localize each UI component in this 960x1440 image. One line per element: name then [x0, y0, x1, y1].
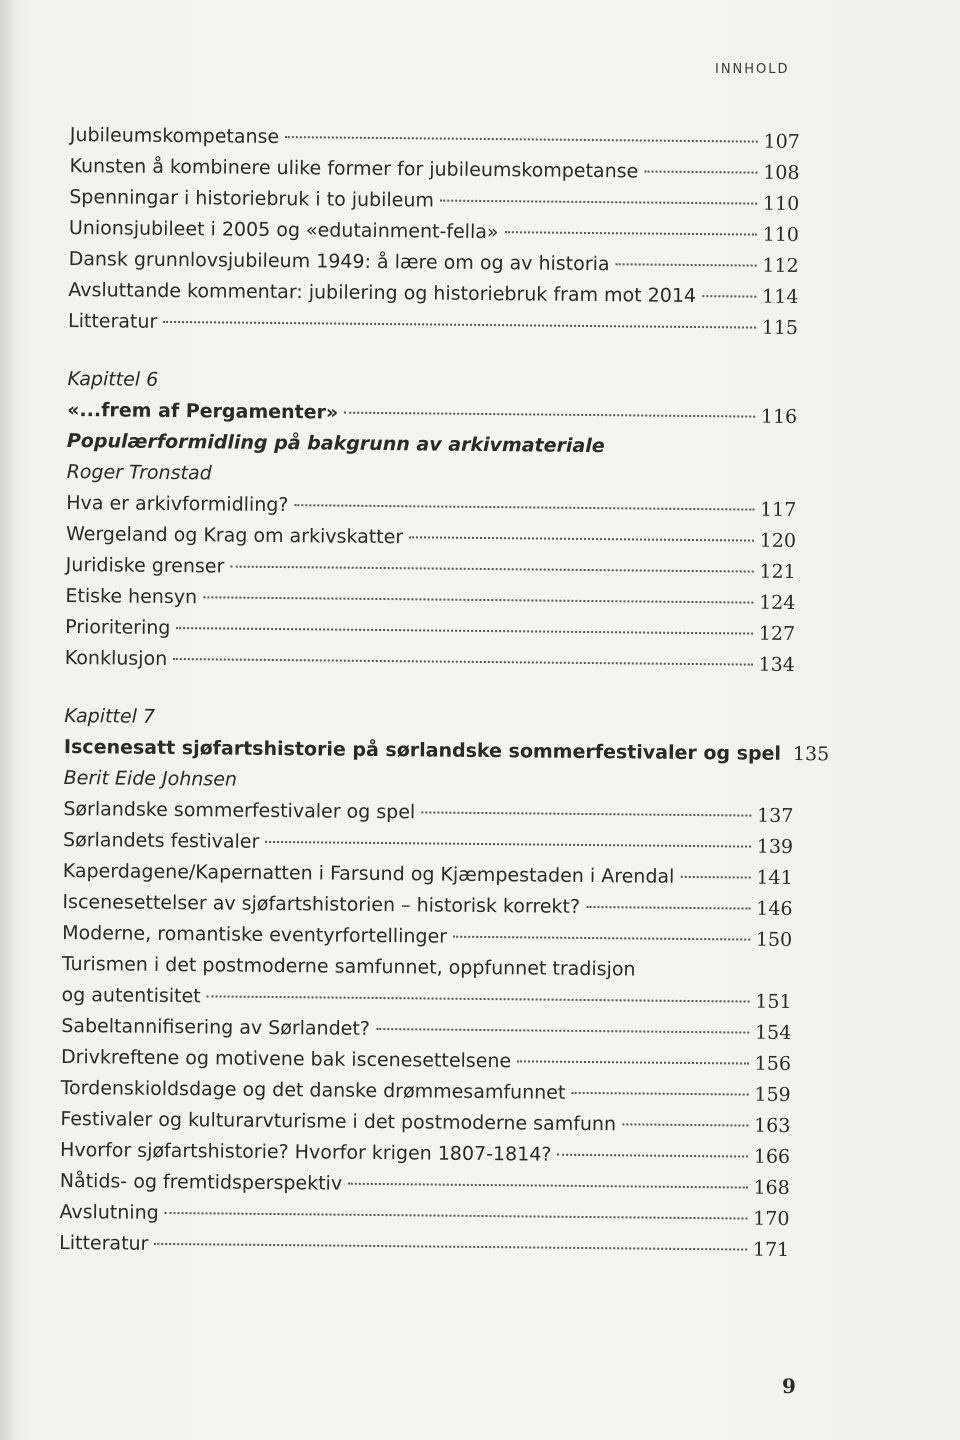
toc-entry: Unionsjubileet i 2005 og «edutainment-fella» 110 [68, 216, 800, 247]
toc-section-top [68, 120, 800, 344]
toc-entry: Etiske hensyn 124 [65, 584, 796, 614]
toc-entry: Iscenesettelser av sjøfartshistorien – historisk korrekt? 146 [62, 890, 793, 920]
chapter-author: Berit Eide Johnsen [63, 766, 238, 791]
toc-entry: Juridiske grenser 121 [65, 553, 796, 583]
toc-entry: Jubileumskompetanse 107 [69, 123, 800, 154]
toc-entry: Drivkreftene og motivene bak iscenesettelsene 156 [60, 1045, 792, 1075]
toc-entry: Wergeland og Krag om arkivskatter 120 [65, 522, 797, 552]
toc-entry: Nåtids- og fremtidsperspektiv 168 [59, 1169, 790, 1199]
toc-entry: Sørlandske sommerfestivaler og spel 137 [63, 797, 794, 827]
toc-entry: Kunsten å kombinere ulike former for jubileumskompetanse 108 [69, 154, 800, 185]
page-number: 9 [782, 1374, 796, 1398]
toc-entry: Avsluttande kommentar: jubilering og historiebruk fram mot 2014 114 [68, 278, 799, 308]
toc-entry: Kaperdagene/Kapernatten i Farsund og Kjæmpestaden i Arendal 141 [62, 859, 793, 889]
toc-entry: Litteratur 115 [67, 309, 799, 339]
toc-entry: Avslutning 170 [59, 1200, 790, 1230]
toc-entry: Hvorfor sjøfartshistorie? Hvorfor krigen 1807-1814? 166 [60, 1138, 791, 1168]
chapter-subtitle: Populærformidling på bakgrunn av arkivmateriale [66, 429, 605, 458]
toc-entry: Dansk grunnlovsjubileum 1949: å lære om og av historia 112 [68, 247, 799, 278]
toc-entry: Tordenskioldsdage og det danske drømmesamfunnet 159 [60, 1076, 791, 1106]
toc-entry: Konklusjon 134 [64, 646, 795, 676]
chapter-title: Iscenesatt sjøfartshistorie på sørlandske sommerfestivaler og spel 135 [63, 735, 830, 766]
toc-entry: Prioritering 127 [65, 615, 796, 645]
toc-entry-wrapped-line: Turismen i det postmoderne samfunnet, oppfunnet tradisjon [61, 952, 636, 981]
chapter-label: Kapittel 6 [67, 367, 159, 391]
chapter-label: Kapittel 7 [64, 704, 156, 728]
toc-entry: Spenningar i historiebruk i to jubileum 110 [69, 185, 800, 216]
running-head: INNHOLD [715, 62, 790, 77]
toc-entry: Litteratur 171 [59, 1231, 790, 1261]
toc-entry: Sabeltannifisering av Sørlandet? 154 [61, 1014, 792, 1044]
toc-entry: Hva er arkivformidling? 117 [66, 491, 797, 521]
chapter-title: «...frem af Pergamenter» 116 [67, 398, 798, 428]
table-of-contents [59, 120, 830, 1266]
toc-entry: Moderne, romantiske eventyrfortellinger 150 [62, 921, 793, 951]
toc-entry: Festivaler og kulturarvturisme i det postmoderne samfunn 163 [60, 1107, 791, 1137]
toc-entry: Sørlandets festivaler 139 [62, 828, 794, 858]
toc-chapter-6 [65, 364, 798, 681]
toc-chapter-7 [59, 701, 830, 1266]
spine-shadow [0, 0, 14, 1440]
toc-entry: og autentisitet 151 [61, 983, 792, 1013]
chapter-author: Roger Tronstad [66, 460, 212, 485]
